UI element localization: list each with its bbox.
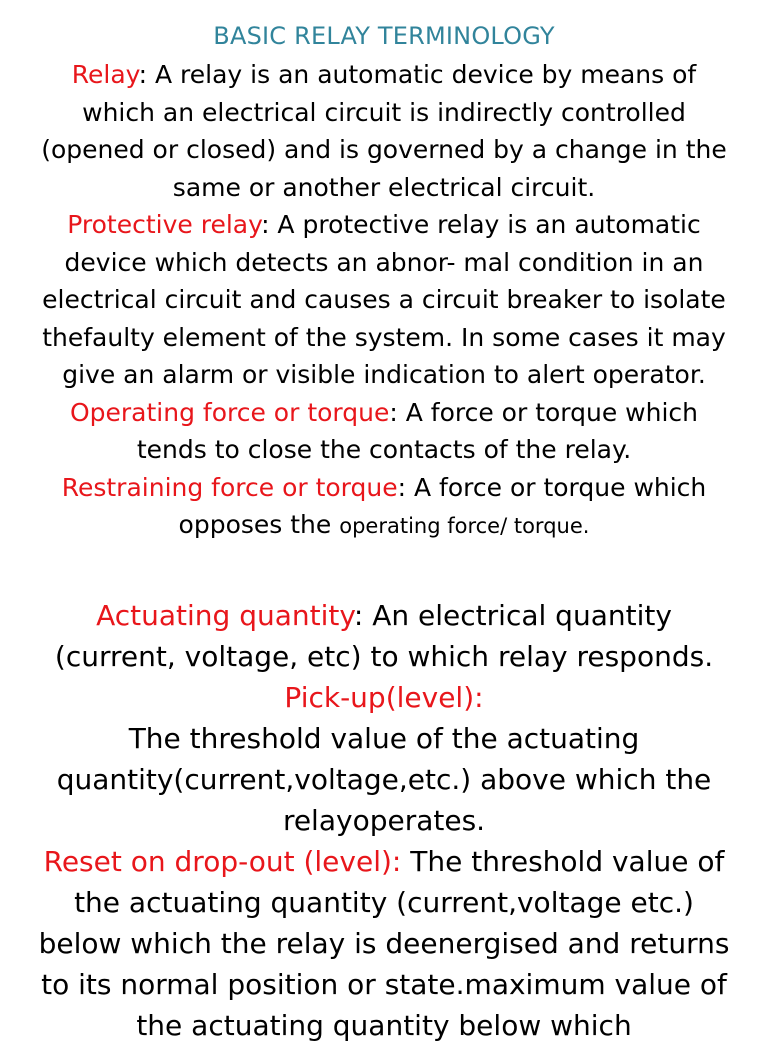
actuating-quantity-text: : An electrical quantity (current, voltage, etc) to which relay responds. <box>54 599 714 673</box>
operating-force-term: Operating force or torque <box>69 397 390 427</box>
pickup-term: Pick-up(level): <box>284 681 484 714</box>
definitions-block-2 <box>36 595 732 1046</box>
protective-relay-text: : A protective relay is an automatic device which detects an abnor- mal condition in an electrical circuit and causes a circuit breaker to isolate thefaulty element of the system. In some cases it may give an alarm or visible indication to alert operator. <box>42 210 726 389</box>
reset-term: Reset on drop-out (level): <box>43 845 402 878</box>
protective-relay-term: Protective relay <box>67 210 262 239</box>
restraining-force-small-text: operating force/ torque. <box>339 514 590 538</box>
definitions-block-1 <box>40 56 728 546</box>
relay-definition <box>40 56 728 206</box>
relay-term: Relay <box>71 60 139 89</box>
restraining-force-text: : A force or torque which opposes the <box>178 472 707 539</box>
restraining-force-definition <box>40 469 728 546</box>
reset-definition <box>36 841 732 1046</box>
protective-relay-paragraph <box>40 206 728 469</box>
document-title: BASIC RELAY TERMINOLOGY <box>213 22 555 50</box>
reset-text: The threshold value of the actuating quantity (current,voltage etc.) below which the relay is deenergised and returns to its normal position or state.maximum value of the actuating quantity below which <box>38 845 730 1042</box>
operating-force-text: : A force or torque which tends to close the contacts of the relay. <box>136 397 699 464</box>
actuating-quantity-term: Actuating quantity <box>96 599 354 632</box>
relay-text: : A relay is an automatic device by means of which an electrical circuit is indirectly controlled (opened or closed) and is governed by a change in the same or another electrical circuit. <box>41 60 727 202</box>
actuating-quantity-definition <box>36 595 732 677</box>
restraining-force-term: Restraining force or torque <box>61 472 398 502</box>
pickup-text: The threshold value of the actuating quantity(current,voltage,etc.) above which the relayoperates. <box>56 722 712 837</box>
